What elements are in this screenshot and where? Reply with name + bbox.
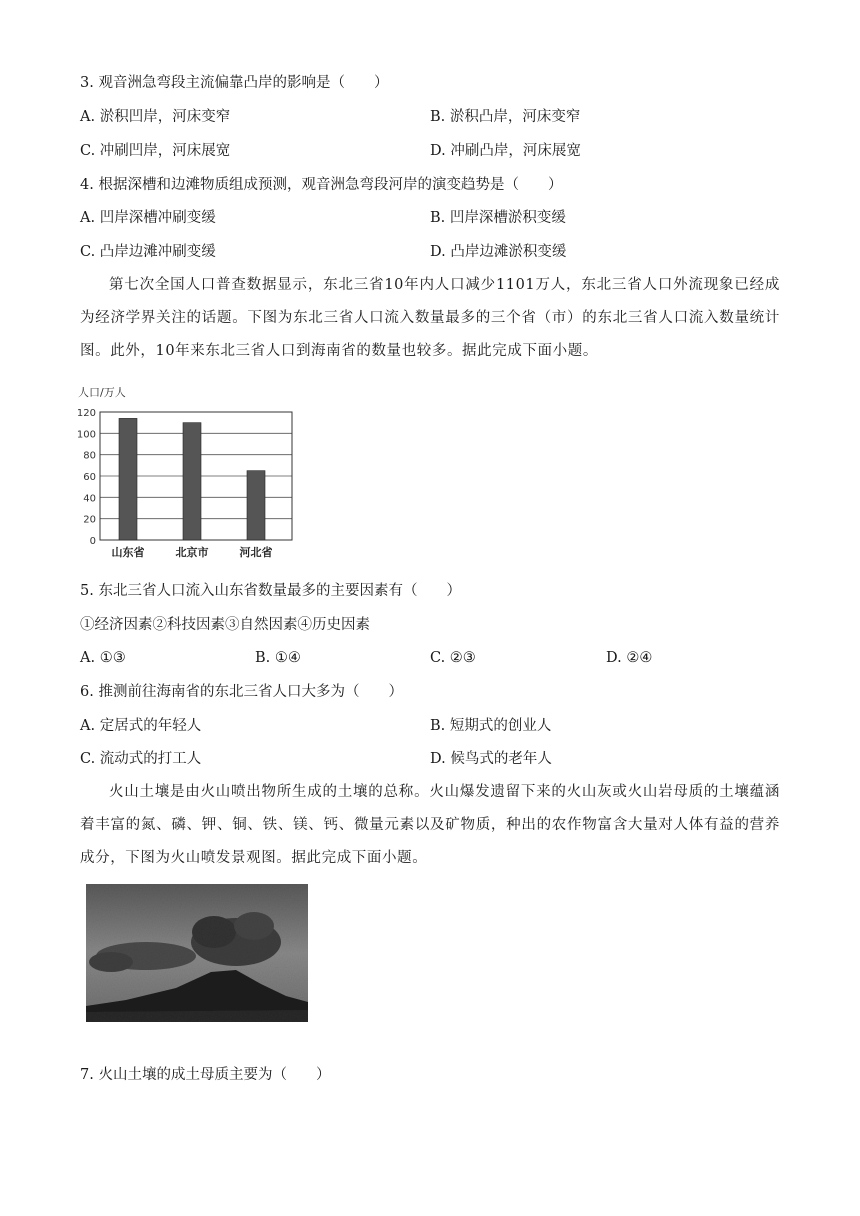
chart-ylabel: 人口/万人: [78, 386, 126, 399]
q5-factors: ①经济因素②科技因素③自然因素④历史因素: [80, 617, 370, 633]
chart-bar: [119, 418, 137, 540]
chart-ytick-label: 0: [89, 536, 96, 547]
chart-xticks: [112, 545, 273, 559]
q6-option-b[interactable]: B. 短期式的创业人: [430, 718, 552, 734]
q4-option-d[interactable]: D. 凸岸边滩淤积变缓: [430, 244, 567, 260]
q3-stem: 3. 观音洲急弯段主流偏靠凸岸的影响是（ ）: [80, 75, 389, 91]
chart-ytick-label: 100: [76, 429, 96, 441]
q3-option-b[interactable]: B. 淤积凸岸，河床变窄: [430, 109, 581, 125]
chart-xtick-label: 河北省: [239, 546, 273, 559]
chart-xtick-label: 山东省: [111, 546, 145, 559]
q3-option-d[interactable]: D. 冲刷凸岸，河床展宽: [430, 143, 581, 159]
chart-ytick-label: 20: [83, 514, 96, 526]
q4-option-a[interactable]: A. 凹岸深槽冲刷变缓: [80, 210, 216, 226]
chart-ytick-label: 40: [83, 493, 96, 505]
q6-option-d[interactable]: D. 候鸟式的老年人: [430, 751, 552, 767]
q4-option-c[interactable]: C. 凸岸边滩冲刷变缓: [80, 244, 216, 260]
chart-bar: [183, 423, 201, 540]
q5-option-b[interactable]: B. ①④: [255, 650, 301, 666]
passage-volcanic-soil: 火山土壤是由火山喷出物所生成的土壤的总称。火山爆发遗留下来的火山灰或火山岩母质的土壤蕴涵着丰富的氮、磷、钾、铜、铁、镁、钙、微量元素以及矿物质，种出的农作物富含大量对人体有益的营养成分，下图为火山喷发景观图。据此完成下面小题。: [80, 784, 780, 866]
chart-bars: [119, 418, 265, 540]
volcano-eruption-photo: [86, 884, 308, 1022]
passage-population: 第七次全国人口普查数据显示，东北三省10年内人口减少1101万人，东北三省人口外流现象已经成为经济学界关注的话题。下图为东北三省人口流入数量最多的三个省（市）的东北三省人口流入数量统计图。此外，10年来东北三省人口到海南省的数量也较多。据此完成下面小题。: [80, 277, 780, 359]
chart-xtick-label: 北京市: [175, 546, 209, 559]
q7-stem: 7. 火山土壤的成土母质主要为（ ）: [80, 1067, 331, 1083]
q5-option-d[interactable]: D. ②④: [606, 650, 653, 666]
q4-stem: 4. 根据深槽和边滩物质组成预测，观音洲急弯段河岸的演变趋势是（ ）: [80, 177, 563, 193]
q3-option-c[interactable]: C. 冲刷凹岸，河床展宽: [80, 143, 231, 159]
q6-stem: 6. 推测前往海南省的东北三省人口大多为（ ）: [80, 684, 403, 700]
q5-option-c[interactable]: C. ②③: [430, 650, 476, 666]
chart-ytick-label: 120: [76, 408, 96, 419]
q5-stem: 5. 东北三省人口流入山东省数量最多的主要因素有（ ）: [80, 583, 461, 599]
population-bar-chart: [76, 382, 306, 567]
chart-yticks: [77, 408, 96, 547]
q3-option-a[interactable]: A. 淤积凹岸，河床变窄: [80, 109, 231, 125]
q5-option-a[interactable]: A. ①③: [80, 650, 126, 666]
q6-option-c[interactable]: C. 流动式的打工人: [80, 751, 202, 767]
q6-option-a[interactable]: A. 定居式的年轻人: [80, 718, 202, 734]
q4-option-b[interactable]: B. 凹岸深槽淤积变缓: [430, 210, 566, 226]
chart-ytick-label: 80: [83, 450, 96, 462]
chart-bar: [247, 471, 265, 540]
chart-ytick-label: 60: [83, 472, 96, 483]
